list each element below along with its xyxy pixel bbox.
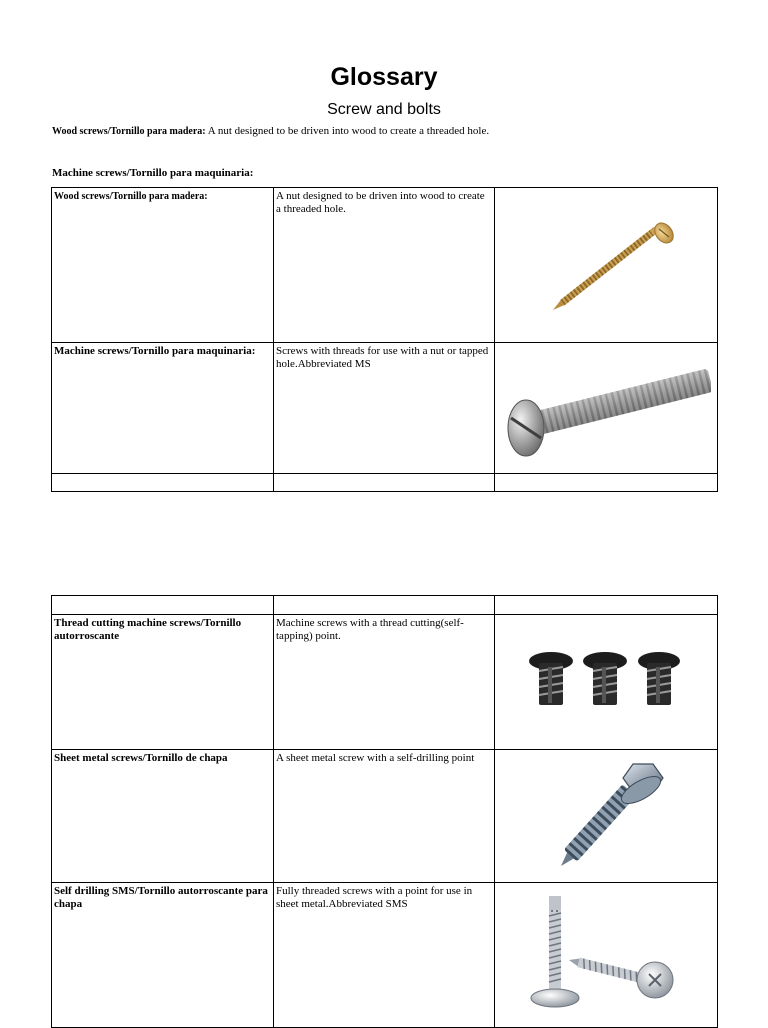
- table-row-empty: [52, 596, 718, 615]
- machine-screw-image: [501, 358, 711, 458]
- table-row: [52, 615, 718, 750]
- thread-cutting-screws-image: [526, 647, 686, 717]
- term-cell: Self drilling SMS/Tornillo autorroscante para chapa: [52, 883, 274, 1028]
- term-cell: Thread cutting machine screws/Tornillo autorroscante: [52, 615, 274, 750]
- image-cell: [495, 188, 718, 343]
- intro-term: Wood screws/Tornillo para madera:: [52, 126, 206, 137]
- image-cell: [495, 615, 718, 750]
- definition-cell: Machine screws with a thread cutting(self-tapping) point.: [274, 615, 495, 750]
- term-cell: Machine screws/Tornillo para maquinaria:: [52, 343, 274, 474]
- empty-cell: [495, 474, 718, 492]
- glossary-table-2: [51, 595, 718, 1028]
- table-row: [52, 343, 718, 474]
- definition-cell: A sheet metal screw with a self-drilling point: [274, 750, 495, 883]
- sheet-metal-screw-image: [541, 756, 671, 876]
- table-row-empty: [52, 474, 718, 492]
- table-row: [52, 883, 718, 1028]
- empty-cell: [52, 596, 274, 615]
- intro-line: [52, 124, 489, 139]
- intro-definition: A nut designed to be driven into wood to create a threaded hole.: [207, 125, 490, 137]
- term-cell: Wood screws/Tornillo para madera:: [52, 188, 274, 343]
- empty-cell: [495, 596, 718, 615]
- wood-screw-image: [531, 200, 681, 330]
- definition-cell: Fully threaded screws with a point for use in sheet metal.Abbreviated SMS: [274, 883, 495, 1028]
- page-title: Glossary: [330, 63, 438, 91]
- term-cell: Sheet metal screws/Tornillo de chapa: [52, 750, 274, 883]
- empty-cell: [274, 596, 495, 615]
- empty-cell: [274, 474, 495, 492]
- section-heading: Machine screws/Tornillo para maquinaria:: [52, 167, 254, 179]
- definition-cell: Screws with threads for use with a nut or tapped hole.Abbreviated MS: [274, 343, 495, 474]
- empty-cell: [52, 474, 274, 492]
- image-cell: [495, 343, 718, 474]
- page-subtitle: Screw and bolts: [327, 101, 441, 118]
- glossary-table-1: [51, 187, 718, 492]
- table-row: [52, 188, 718, 343]
- image-cell: [495, 750, 718, 883]
- table-row: [52, 750, 718, 883]
- image-cell: [495, 883, 718, 1028]
- self-drilling-screws-image: [521, 890, 691, 1020]
- definition-cell: A nut designed to be driven into wood to create a threaded hole.: [274, 188, 495, 343]
